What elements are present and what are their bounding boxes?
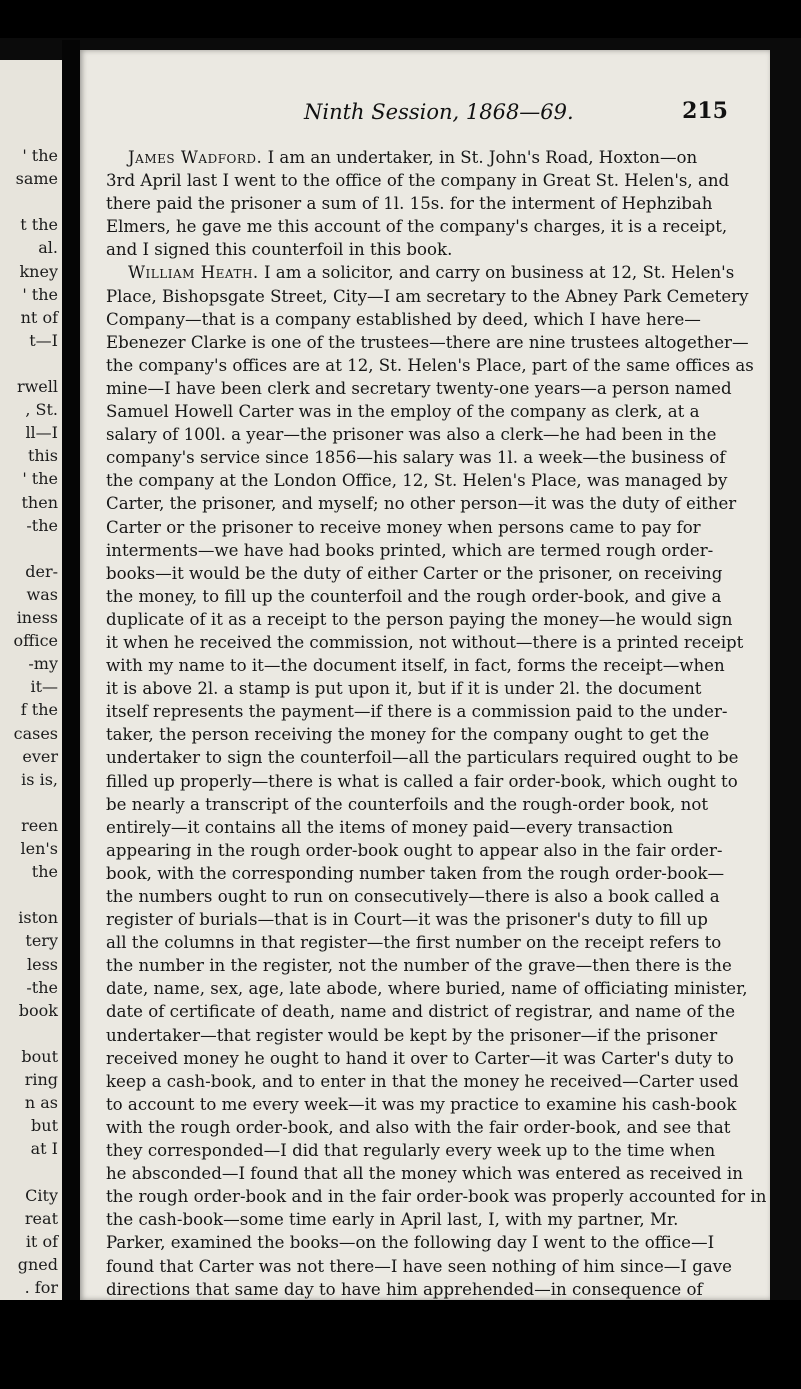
running-title: Ninth Session, 1868—69. bbox=[304, 100, 574, 124]
text-line: the rough order-book and in the fair order-book was properly accounted for in bbox=[106, 1187, 767, 1207]
line-text: I am an undertaker, in St. John's Road, Hoxton—on bbox=[267, 148, 698, 167]
book-gutter bbox=[62, 40, 80, 1330]
text-line: Elmers, he gave me this account of the company's charges, it is a receipt, bbox=[106, 217, 728, 237]
left-page-fragment: n as bbox=[24, 1093, 58, 1113]
text-line: found that Carter was not there—I have seen nothing of him since—I gave bbox=[106, 1256, 732, 1276]
page-header bbox=[80, 98, 770, 128]
left-page-fragment: bout bbox=[21, 1046, 58, 1066]
left-page-fragment: ' the bbox=[22, 284, 58, 304]
left-page-fragment: tery bbox=[25, 931, 58, 951]
text-line: Carter, the prisoner, and myself; no other person—it was the duty of either bbox=[106, 494, 737, 514]
text-line: the company at the London Office, 12, St. Helen's Place, was managed by bbox=[106, 471, 728, 491]
left-page-fragment: al. bbox=[38, 238, 58, 258]
left-page-fragment: is is, bbox=[21, 769, 58, 789]
text-line: books—it would be the duty of either Carter or the prisoner, on receiving bbox=[106, 563, 723, 583]
left-page-fragment: same bbox=[15, 169, 58, 189]
text-line: the cash-book—some time early in April last, I, with my partner, Mr. bbox=[106, 1210, 679, 1230]
left-page-fragment: , St. bbox=[25, 400, 58, 420]
text-line: 3rd April last I went to the office of the company in Great St. Helen's, and bbox=[106, 171, 730, 191]
left-page-fragment: len's bbox=[20, 839, 58, 858]
text-line: Parker, examined the books—on the following day I went to the office—I bbox=[106, 1233, 715, 1253]
left-page-fragment: ' the bbox=[22, 469, 58, 489]
text-line: the money, to fill up the counterfoil and the rough order-book, and give a bbox=[106, 586, 722, 606]
text-line: duplicate of it as a receipt to the person paying the money—he would sign bbox=[106, 609, 733, 629]
left-page-fragment: gned bbox=[17, 1254, 58, 1274]
text-line: mine—I have been clerk and secretary twenty-one years—a person named bbox=[106, 378, 732, 398]
left-page-fragment: at I bbox=[30, 1139, 58, 1159]
body-text bbox=[106, 146, 767, 1347]
left-page-fragment: f the bbox=[20, 700, 58, 720]
text-line: there paid the prisoner a sum of 1l. 15s. for the interment of Hephzibah bbox=[106, 194, 713, 214]
left-page-fragment: reat bbox=[24, 1208, 58, 1228]
text-line: with the rough order-book, and also with the fair order-book, and see that bbox=[106, 1117, 731, 1137]
left-page-fragment: ll—I bbox=[25, 423, 58, 443]
text-line bbox=[106, 146, 740, 169]
page-number: 215 bbox=[682, 98, 728, 124]
text-line: interments—we have had books printed, which are termed rough order- bbox=[106, 540, 714, 560]
text-line: be nearly a transcript of the counterfoils and the rough-order book, not bbox=[106, 794, 709, 814]
text-line: the number in the register, not the number of the grave—then there is the bbox=[106, 956, 732, 976]
text-line: taker, the person receiving the money for the company ought to get the bbox=[106, 725, 710, 745]
text-line: book, with the corresponding number taken from the rough order-book— bbox=[106, 863, 725, 883]
text-line: with my name to it—the document itself, in fact, forms the receipt—when bbox=[106, 656, 725, 676]
text-line: to account to me every week—it was my practice to examine his cash-book bbox=[106, 1094, 737, 1114]
text-line: Place, Bishopsgate Street, City—I am secretary to the Abney Park Cemetery bbox=[106, 286, 749, 306]
left-page-fragment: less bbox=[26, 954, 58, 974]
text-line: and I signed this counterfoil in this book. bbox=[106, 240, 453, 260]
text-line bbox=[106, 261, 740, 284]
left-page-fragment: book bbox=[18, 1000, 58, 1020]
text-line: directions that same day to have him apprehended—in consequence of bbox=[106, 1279, 703, 1299]
text-line: it is above 2l. a stamp is put upon it, but if it is under 2l. the document bbox=[106, 679, 702, 699]
left-page-fragment: -the bbox=[26, 977, 58, 997]
text-line: date, name, sex, age, late abode, where buried, name of officiating minister, bbox=[106, 979, 748, 999]
text-line: appearing in the rough order-book ought to appear also in the fair order- bbox=[106, 840, 723, 860]
left-page-fragment: ever bbox=[22, 746, 58, 766]
left-page-fragment: but bbox=[31, 1116, 58, 1136]
text-line: date of certificate of death, name and district of registrar, and name of the bbox=[106, 1002, 736, 1022]
text-line: Samuel Howell Carter was in the employ of the company as clerk, at a bbox=[106, 402, 700, 422]
left-page-fragment: this bbox=[27, 446, 58, 466]
text-line: company's service since 1856—his salary was 1l. a week—the business of bbox=[106, 448, 726, 468]
left-page-fragment: ' the bbox=[22, 146, 58, 165]
right-page bbox=[80, 50, 770, 1300]
left-page-fragment: kney bbox=[19, 261, 58, 281]
left-page-fragment: der- bbox=[25, 561, 58, 581]
scan-top-border bbox=[0, 0, 801, 38]
text-line: Ebenezer Clarke is one of the trustees—there are nine trustees altogether— bbox=[106, 332, 749, 352]
left-page-fragment: cases bbox=[13, 723, 58, 743]
text-line: itself represents the payment—if there is a commission paid to the under- bbox=[106, 702, 728, 722]
left-page-fragment: -the bbox=[26, 515, 58, 535]
left-page-fragment: nt of bbox=[20, 307, 58, 327]
text-line: they corresponded—I did that regularly every week up to the time when bbox=[106, 1141, 716, 1161]
left-page-fragment: was bbox=[26, 584, 58, 604]
left-page-fragment: then bbox=[21, 492, 58, 512]
text-line: Carter or the prisoner to receive money when persons came to pay for bbox=[106, 517, 701, 537]
text-line: salary of 100l. a year—the prisoner was also a clerk—he had been in the bbox=[106, 425, 717, 445]
line-text: I am a solicitor, and carry on business at 12, St. Helen's bbox=[263, 263, 735, 283]
left-page-fragment: t—I bbox=[29, 330, 58, 350]
text-line: all the columns in that register—the first number on the receipt refers to bbox=[106, 933, 722, 953]
left-page-fragment: -my bbox=[28, 654, 58, 674]
left-page-fragment: the bbox=[31, 862, 58, 882]
text-line: it when he received the commission, not without—there is a printed receipt bbox=[106, 632, 744, 652]
text-line: undertaker—that register would be kept by the prisoner—if the prisoner bbox=[106, 1025, 718, 1045]
text-line: undertaker to sign the counterfoil—all the particulars required ought to be bbox=[106, 748, 739, 768]
text-line: entirely—it contains all the items of money paid—every transaction bbox=[106, 817, 674, 837]
left-page-edge bbox=[0, 60, 62, 1310]
text-line: keep a cash-book, and to enter in that the money he received—Carter used bbox=[106, 1071, 739, 1091]
text-line: he absconded—I found that all the money which was entered as received in bbox=[106, 1164, 743, 1184]
text-line: the numbers ought to run on consecutively—there is also a book called a bbox=[106, 887, 720, 906]
scan-bottom-border bbox=[0, 1300, 801, 1389]
text-line: filled up properly—there is what is called a fair order-book, which ought to bbox=[106, 771, 738, 791]
left-page-fragment: t the bbox=[20, 215, 58, 235]
left-page-fragment: iston bbox=[18, 908, 58, 928]
left-page-fragment: office bbox=[13, 631, 58, 651]
text-line: register of burials—that is in Court—it was the prisoner's duty to fill up bbox=[106, 910, 708, 930]
left-page-fragment: iness bbox=[16, 608, 58, 627]
text-line: Company—that is a company established by deed, which I have here— bbox=[106, 309, 701, 329]
left-page-fragment: rwell bbox=[16, 377, 58, 396]
speaker-name: William Heath. bbox=[128, 263, 259, 283]
left-page-fragment: . for bbox=[24, 1277, 58, 1297]
left-page-fragment: ring bbox=[24, 1070, 58, 1089]
speaker-name: James Wadford. bbox=[128, 148, 263, 167]
left-page-fragment: City bbox=[25, 1185, 58, 1205]
left-page-fragment: it of bbox=[25, 1231, 58, 1251]
left-page-fragment: reen bbox=[21, 815, 58, 835]
text-line: the company's offices are at 12, St. Helen's Place, part of the same offices as bbox=[106, 355, 754, 375]
text-line: received money he ought to hand it over to Carter—it was Carter's duty to bbox=[106, 1048, 734, 1068]
left-page-fragment: it— bbox=[30, 677, 58, 697]
